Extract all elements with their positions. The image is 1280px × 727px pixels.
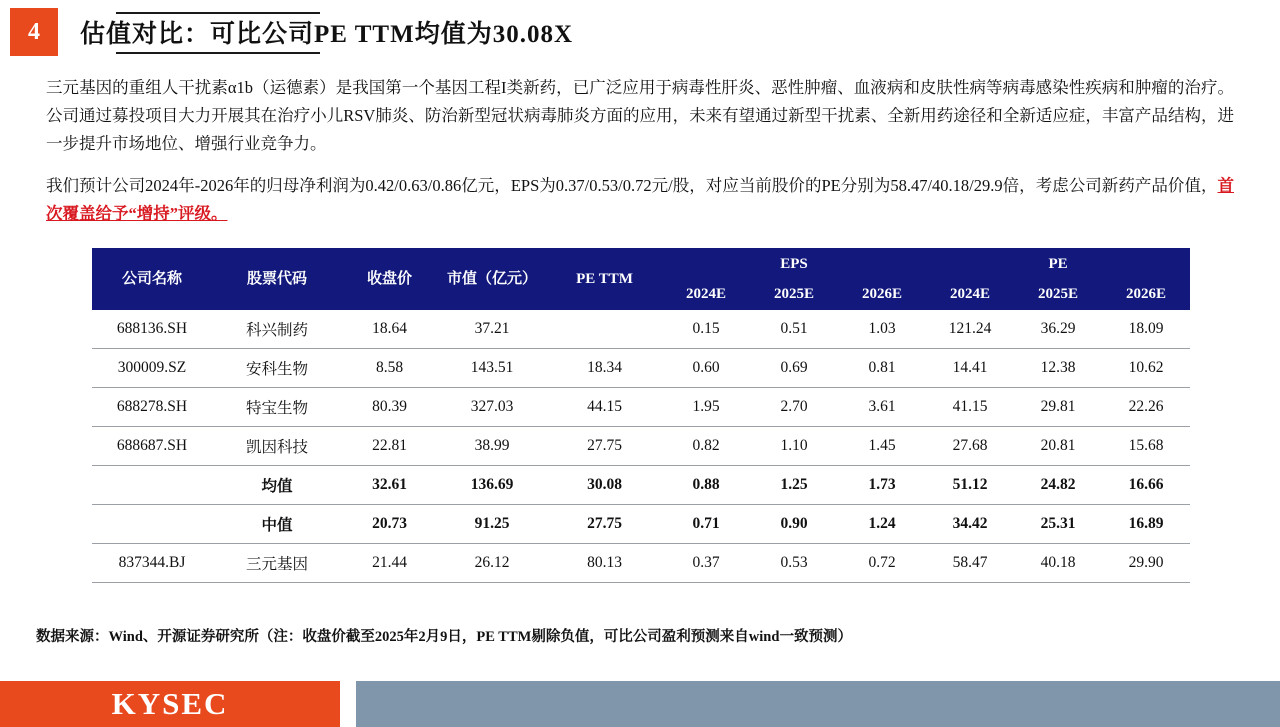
cell-pettm (547, 310, 662, 349)
cell-eps-2025: 0.90 (750, 505, 838, 544)
valuation-table-container (92, 248, 1188, 583)
th-company-name: 公司名称 (92, 248, 212, 310)
cell-pettm: 80.13 (547, 544, 662, 583)
cell-stock-code: 安科生物 (212, 349, 342, 388)
cell-eps-2026: 0.72 (838, 544, 926, 583)
title-rule-top (116, 12, 320, 14)
cell-company-name (92, 466, 212, 505)
cell-eps-2026: 0.81 (838, 349, 926, 388)
cell-eps-2025: 0.51 (750, 310, 838, 349)
kysec-logo: KYSEC (111, 686, 229, 721)
cell-mcap: 143.51 (437, 349, 547, 388)
cell-stock-code: 科兴制药 (212, 310, 342, 349)
table-row (92, 544, 1190, 583)
cell-eps-2026: 1.03 (838, 310, 926, 349)
cell-company-name (92, 505, 212, 544)
cell-eps-2024: 0.60 (662, 349, 750, 388)
th-group-eps: EPS (662, 248, 926, 278)
cell-eps-2026: 1.73 (838, 466, 926, 505)
cell-eps-2025: 2.70 (750, 388, 838, 427)
cell-eps-2025: 0.53 (750, 544, 838, 583)
cell-company-name: 688136.SH (92, 310, 212, 349)
cell-pe-2025: 25.31 (1014, 505, 1102, 544)
cell-mcap: 38.99 (437, 427, 547, 466)
cell-pe-2026: 22.26 (1102, 388, 1190, 427)
th-stock-code: 股票代码 (212, 248, 342, 310)
footer-gap (340, 681, 356, 727)
cell-eps-2025: 1.25 (750, 466, 838, 505)
table-row-average (92, 466, 1190, 505)
slide-header (0, 8, 1280, 56)
cell-pe-2024: 14.41 (926, 349, 1014, 388)
cell-eps-2024: 1.95 (662, 388, 750, 427)
cell-stock-code: 三元基因 (212, 544, 342, 583)
table-head (92, 248, 1190, 310)
cell-eps-2024: 0.71 (662, 505, 750, 544)
cell-pe-2025: 20.81 (1014, 427, 1102, 466)
cell-pe-2024: 27.68 (926, 427, 1014, 466)
paragraph-forecast (46, 172, 1234, 228)
cell-eps-2025: 0.69 (750, 349, 838, 388)
table-row-median (92, 505, 1190, 544)
cell-row-label: 中值 (212, 505, 342, 544)
th-market-cap: 市值（亿元） (437, 248, 547, 310)
cell-eps-2026: 1.24 (838, 505, 926, 544)
cell-pe-2026: 16.66 (1102, 466, 1190, 505)
cell-pe-2025: 36.29 (1014, 310, 1102, 349)
cell-eps-2025: 1.10 (750, 427, 838, 466)
footer-bar (356, 681, 1280, 727)
cell-company-name: 300009.SZ (92, 349, 212, 388)
cell-close: 32.61 (342, 466, 437, 505)
cell-close: 8.58 (342, 349, 437, 388)
cell-pe-2026: 29.90 (1102, 544, 1190, 583)
cell-eps-2024: 0.37 (662, 544, 750, 583)
slide-title-container (58, 8, 800, 56)
table-row (92, 427, 1190, 466)
th-eps-2025e: 2025E (750, 278, 838, 310)
cell-mcap: 37.21 (437, 310, 547, 349)
cell-company-name: 837344.BJ (92, 544, 212, 583)
cell-mcap: 26.12 (437, 544, 547, 583)
table-row (92, 310, 1190, 349)
cell-company-name: 688687.SH (92, 427, 212, 466)
rating-highlight: 首次覆盖给予“增持”评级。 (46, 176, 1234, 223)
table-row (92, 388, 1190, 427)
cell-pettm: 27.75 (547, 427, 662, 466)
cell-pe-2024: 51.12 (926, 466, 1014, 505)
cell-eps-2024: 0.82 (662, 427, 750, 466)
th-eps-2024e: 2024E (662, 278, 750, 310)
cell-pe-2026: 15.68 (1102, 427, 1190, 466)
cell-eps-2026: 3.61 (838, 388, 926, 427)
forecast-text: 我们预计公司2024年-2026年的归母净利润为0.42/0.63/0.86亿元，EPS为0.37/0.53/0.72元/股，对应当前股价的PE分别为58.47/40.18/29.9倍，考虑公司新药产品价值， (46, 176, 1218, 195)
title-rule-bottom (116, 52, 320, 54)
cell-pe-2024: 121.24 (926, 310, 1014, 349)
cell-close: 22.81 (342, 427, 437, 466)
cell-pettm: 44.15 (547, 388, 662, 427)
cell-close: 80.39 (342, 388, 437, 427)
th-close-price: 收盘价 (342, 248, 437, 310)
cell-pe-2026: 10.62 (1102, 349, 1190, 388)
cell-mcap: 136.69 (437, 466, 547, 505)
footer-logo-block (0, 681, 340, 727)
cell-close: 21.44 (342, 544, 437, 583)
th-group-pe: PE (926, 248, 1190, 278)
page-title: 估值对比：可比公司PE TTM均值为30.08X (80, 21, 573, 48)
cell-pe-2025: 40.18 (1014, 544, 1102, 583)
cell-pettm: 30.08 (547, 466, 662, 505)
slide-footer (0, 681, 1280, 727)
cell-pe-2026: 16.89 (1102, 505, 1190, 544)
cell-pe-2025: 29.81 (1014, 388, 1102, 427)
cell-pe-2024: 41.15 (926, 388, 1014, 427)
table-header-row-1 (92, 248, 1190, 278)
source-note: 数据来源：Wind、开源证券研究所（注：收盘价截至2025年2月9日，PE TTM剔除负值，可比公司盈利预测来自wind一致预测） (36, 629, 852, 645)
cell-eps-2024: 0.88 (662, 466, 750, 505)
cell-pettm: 27.75 (547, 505, 662, 544)
cell-pe-2026: 18.09 (1102, 310, 1190, 349)
cell-close: 20.73 (342, 505, 437, 544)
cell-eps-2026: 1.45 (838, 427, 926, 466)
cell-stock-code: 特宝生物 (212, 388, 342, 427)
th-eps-2026e: 2026E (838, 278, 926, 310)
cell-pettm: 18.34 (547, 349, 662, 388)
th-pe-2025e: 2025E (1014, 278, 1102, 310)
cell-row-label: 均值 (212, 466, 342, 505)
cell-pe-2024: 58.47 (926, 544, 1014, 583)
table-row (92, 349, 1190, 388)
cell-close: 18.64 (342, 310, 437, 349)
slide-number-badge: 4 (10, 8, 58, 56)
paragraph-company-overview: 三元基因的重组人干扰素α1b（运德素）是我国第一个基因工程I类新药，已广泛应用于病毒性肝炎、恶性肿瘤、血液病和皮肤性病等病毒感染性疾病和肿瘤的治疗。公司通过募投项目大力开展其在治疗小儿RSV肺炎、防治新型冠状病毒肺炎方面的应用，未来有望通过新型干扰素、全新用药途径和全新适应症，丰富产品结构，进一步提升市场地位、增强行业竞争力。 (46, 78, 1234, 153)
th-pe-2024e: 2024E (926, 278, 1014, 310)
cell-company-name: 688278.SH (92, 388, 212, 427)
cell-eps-2024: 0.15 (662, 310, 750, 349)
table-body (92, 310, 1190, 583)
th-pe-ttm: PE TTM (547, 248, 662, 310)
cell-mcap: 327.03 (437, 388, 547, 427)
valuation-table (92, 248, 1190, 583)
cell-pe-2025: 12.38 (1014, 349, 1102, 388)
cell-pe-2025: 24.82 (1014, 466, 1102, 505)
cell-stock-code: 凯因科技 (212, 427, 342, 466)
cell-pe-2024: 34.42 (926, 505, 1014, 544)
th-pe-2026e: 2026E (1102, 278, 1190, 310)
cell-mcap: 91.25 (437, 505, 547, 544)
